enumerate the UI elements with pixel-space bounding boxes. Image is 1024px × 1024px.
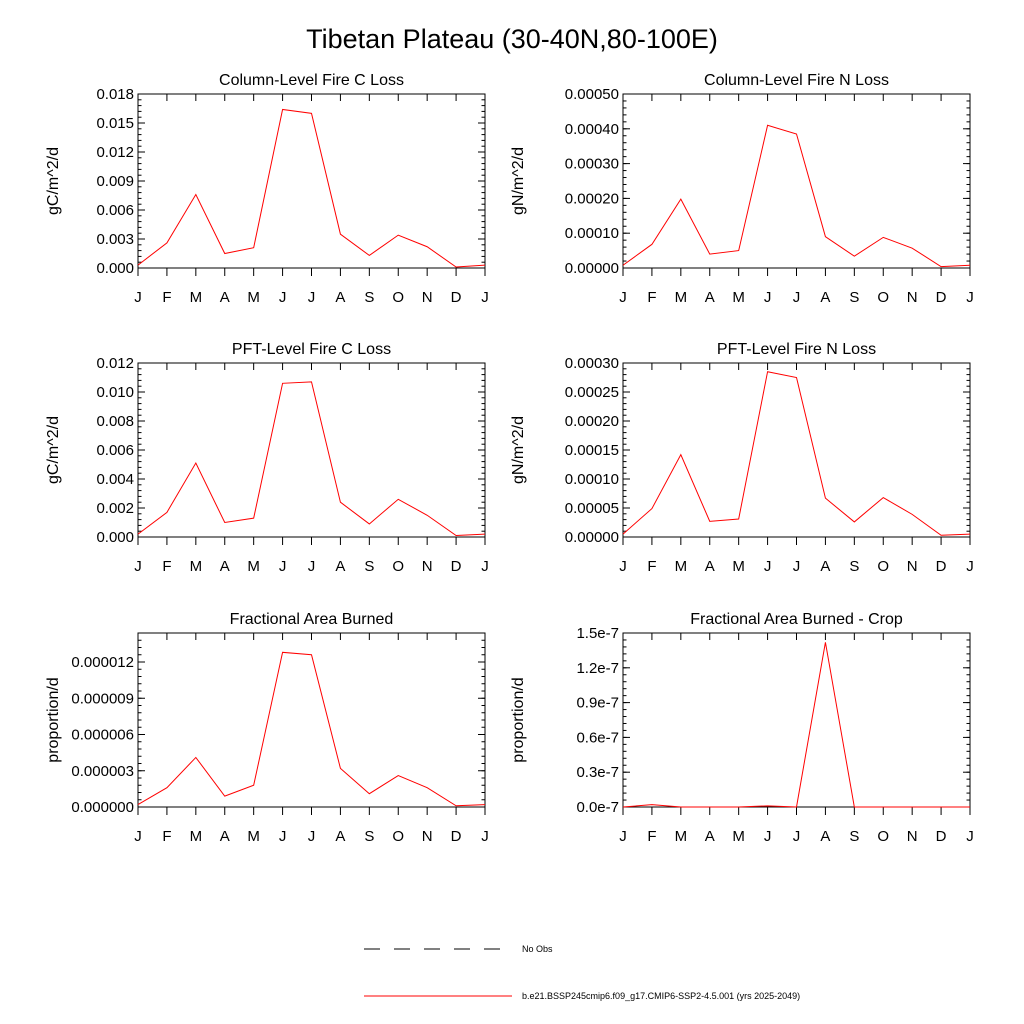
x-tick-label: O bbox=[392, 289, 405, 306]
x-tick-label: A bbox=[704, 828, 715, 845]
series-line-1 bbox=[138, 109, 485, 267]
x-tick-label: J bbox=[134, 558, 142, 575]
x-tick-label: M bbox=[189, 289, 203, 306]
x-tick-label: N bbox=[421, 828, 433, 845]
y-tick-label: 0.000006 bbox=[71, 726, 134, 744]
y-tick-label: 0.008 bbox=[96, 413, 134, 430]
legend-label-2: b.e21.BSSP245cmip6.f09_g17.CMIP6-SSP2-4.5.001 (yrs 2025-2049) bbox=[522, 991, 801, 1001]
x-tick-label: S bbox=[364, 828, 375, 845]
x-tick-label: S bbox=[364, 558, 375, 575]
y-tick-label: 0.010 bbox=[96, 384, 134, 401]
y-tick-label: 0.012 bbox=[96, 144, 134, 161]
y-tick-label: 0.000000 bbox=[71, 799, 134, 816]
x-tick-label: M bbox=[189, 558, 203, 575]
y-tick-label: 0.00020 bbox=[564, 190, 619, 208]
y-axis-label: gN/m^2/d bbox=[510, 416, 527, 484]
x-tick-label: A bbox=[820, 289, 831, 306]
y-tick-label: 0.6e-7 bbox=[576, 729, 619, 747]
panel-title: PFT-Level Fire N Loss bbox=[716, 341, 877, 358]
x-tick-label: M bbox=[732, 828, 745, 845]
x-tick-label: N bbox=[421, 289, 433, 306]
x-tick-label: M bbox=[247, 289, 260, 306]
x-tick-label: A bbox=[219, 558, 230, 575]
y-axis-label: gN/m^2/d bbox=[510, 147, 527, 215]
y-tick-label: 0.012 bbox=[96, 355, 134, 372]
x-tick-label: J bbox=[307, 558, 316, 575]
x-tick-label: F bbox=[647, 828, 657, 845]
x-tick-label: F bbox=[162, 289, 172, 306]
y-tick-label: 0.00015 bbox=[564, 442, 619, 459]
y-tick-label: 1.5e-7 bbox=[576, 625, 619, 642]
panel-title: Column-Level Fire C Loss bbox=[219, 72, 404, 89]
panels bbox=[45, 72, 974, 845]
x-tick-label: S bbox=[364, 289, 375, 306]
x-tick-label: J bbox=[307, 828, 316, 845]
x-tick-label: J bbox=[763, 289, 772, 306]
x-tick-label: D bbox=[450, 289, 462, 306]
y-tick-label: 0.00000 bbox=[564, 529, 619, 546]
series-line-1 bbox=[623, 125, 970, 266]
y-tick-label: 0.000012 bbox=[71, 654, 134, 671]
x-tick-label: J bbox=[619, 558, 627, 575]
panel-5 bbox=[45, 611, 489, 845]
series-line-1 bbox=[623, 372, 970, 536]
x-tick-label: A bbox=[820, 558, 831, 575]
series-line-1 bbox=[138, 382, 485, 536]
y-tick-label: 0.015 bbox=[96, 115, 134, 132]
x-tick-label: N bbox=[906, 828, 918, 845]
y-tick-label: 0.002 bbox=[96, 500, 134, 517]
y-tick-label: 0.000009 bbox=[71, 690, 134, 708]
x-tick-label: F bbox=[647, 558, 657, 575]
x-tick-label: J bbox=[792, 558, 801, 575]
x-tick-label: M bbox=[247, 828, 260, 845]
x-tick-label: A bbox=[704, 558, 715, 575]
x-tick-label: O bbox=[392, 828, 405, 845]
y-tick-label: 0.00000 bbox=[564, 260, 619, 277]
x-tick-label: F bbox=[162, 558, 172, 575]
x-tick-label: M bbox=[674, 289, 688, 306]
x-tick-label: J bbox=[619, 289, 627, 306]
plot-frame bbox=[623, 94, 970, 268]
x-tick-label: J bbox=[134, 289, 142, 306]
y-tick-label: 0.006 bbox=[96, 442, 134, 459]
x-tick-label: J bbox=[763, 558, 772, 575]
x-tick-label: J bbox=[278, 828, 287, 845]
x-tick-label: A bbox=[219, 828, 230, 845]
y-tick-label: 0.003 bbox=[96, 231, 134, 248]
y-tick-label: 0.00010 bbox=[564, 225, 619, 243]
y-tick-label: 0.3e-7 bbox=[576, 764, 619, 782]
x-tick-label: N bbox=[421, 558, 433, 575]
x-tick-label: M bbox=[674, 828, 688, 845]
y-axis-label: gC/m^2/d bbox=[45, 147, 62, 215]
x-tick-label: J bbox=[619, 828, 627, 845]
x-tick-label: N bbox=[906, 558, 918, 575]
y-tick-label: 0.00020 bbox=[564, 413, 619, 430]
x-tick-label: A bbox=[820, 828, 831, 845]
x-tick-label: J bbox=[966, 558, 974, 575]
y-axis-label: gC/m^2/d bbox=[45, 416, 62, 484]
y-tick-label: 0.00005 bbox=[564, 500, 619, 517]
legend-label-1: No Obs bbox=[522, 944, 553, 954]
y-tick-label: 0.00050 bbox=[564, 86, 619, 103]
y-axis-label: proportion/d bbox=[510, 677, 527, 763]
y-tick-label: 0.000 bbox=[96, 529, 134, 546]
x-tick-label: O bbox=[877, 828, 890, 845]
plot-frame bbox=[623, 363, 970, 537]
x-tick-label: D bbox=[935, 289, 947, 306]
x-tick-label: J bbox=[307, 289, 316, 306]
x-tick-label: S bbox=[849, 558, 860, 575]
x-tick-label: O bbox=[392, 558, 405, 575]
plot-frame bbox=[138, 363, 485, 537]
x-tick-label: M bbox=[674, 558, 688, 575]
x-tick-label: M bbox=[732, 289, 745, 306]
series-line-1 bbox=[138, 652, 485, 805]
x-tick-label: J bbox=[792, 289, 801, 306]
x-tick-label: A bbox=[219, 289, 230, 306]
figure-title: Tibetan Plateau (30-40N,80-100E) bbox=[306, 24, 718, 54]
x-tick-label: M bbox=[247, 558, 260, 575]
x-tick-label: A bbox=[335, 558, 346, 575]
x-tick-label: A bbox=[335, 289, 346, 306]
y-tick-label: 0.00040 bbox=[564, 120, 619, 138]
legend bbox=[364, 944, 800, 1001]
x-tick-label: J bbox=[966, 828, 974, 845]
x-tick-label: O bbox=[877, 558, 890, 575]
panel-title: Column-Level Fire N Loss bbox=[704, 72, 889, 89]
plot-frame bbox=[138, 633, 485, 807]
y-tick-label: 0.00010 bbox=[564, 471, 619, 488]
x-tick-label: O bbox=[877, 289, 890, 306]
y-axis-label: proportion/d bbox=[45, 677, 62, 763]
y-tick-label: 0.009 bbox=[96, 173, 134, 190]
x-tick-label: D bbox=[935, 828, 947, 845]
x-tick-label: S bbox=[849, 289, 860, 306]
y-tick-label: 0.00025 bbox=[564, 384, 619, 401]
x-tick-label: J bbox=[481, 828, 489, 845]
y-tick-label: 0.00030 bbox=[564, 355, 619, 372]
y-tick-label: 0.018 bbox=[96, 86, 134, 103]
y-tick-label: 0.004 bbox=[96, 471, 134, 488]
x-tick-label: A bbox=[704, 289, 715, 306]
plot-frame bbox=[623, 633, 970, 807]
x-tick-label: J bbox=[966, 289, 974, 306]
panel-title: Fractional Area Burned bbox=[229, 611, 394, 628]
x-tick-label: J bbox=[763, 828, 772, 845]
x-tick-label: J bbox=[792, 828, 801, 845]
x-tick-label: J bbox=[134, 828, 142, 845]
x-tick-label: M bbox=[189, 828, 203, 845]
plot-frame bbox=[138, 94, 485, 268]
y-tick-label: 0.000003 bbox=[71, 762, 134, 780]
x-tick-label: J bbox=[481, 558, 489, 575]
x-tick-label: F bbox=[647, 289, 657, 306]
x-tick-label: S bbox=[849, 828, 860, 845]
y-tick-label: 0.00030 bbox=[564, 155, 619, 173]
x-tick-label: J bbox=[278, 289, 287, 306]
x-tick-label: J bbox=[481, 289, 489, 306]
x-tick-label: D bbox=[935, 558, 947, 575]
x-tick-label: A bbox=[335, 828, 346, 845]
panel-2 bbox=[510, 72, 974, 306]
x-tick-label: J bbox=[278, 558, 287, 575]
y-tick-label: 0.000 bbox=[96, 260, 134, 277]
panel-3 bbox=[45, 341, 489, 575]
x-tick-label: M bbox=[732, 558, 745, 575]
series-line-1 bbox=[623, 642, 970, 807]
x-tick-label: D bbox=[450, 828, 462, 845]
panel-title: Fractional Area Burned - Crop bbox=[690, 611, 903, 628]
y-tick-label: 0.0e-7 bbox=[576, 799, 619, 816]
panel-1 bbox=[45, 72, 489, 306]
panel-title: PFT-Level Fire C Loss bbox=[231, 341, 392, 358]
x-tick-label: F bbox=[162, 828, 172, 845]
y-tick-label: 0.006 bbox=[96, 202, 134, 219]
x-tick-label: N bbox=[906, 289, 918, 306]
panel-6 bbox=[510, 611, 974, 845]
panel-4 bbox=[510, 341, 974, 575]
y-tick-label: 0.9e-7 bbox=[576, 694, 619, 712]
y-tick-label: 1.2e-7 bbox=[576, 659, 619, 677]
x-tick-label: D bbox=[450, 558, 462, 575]
